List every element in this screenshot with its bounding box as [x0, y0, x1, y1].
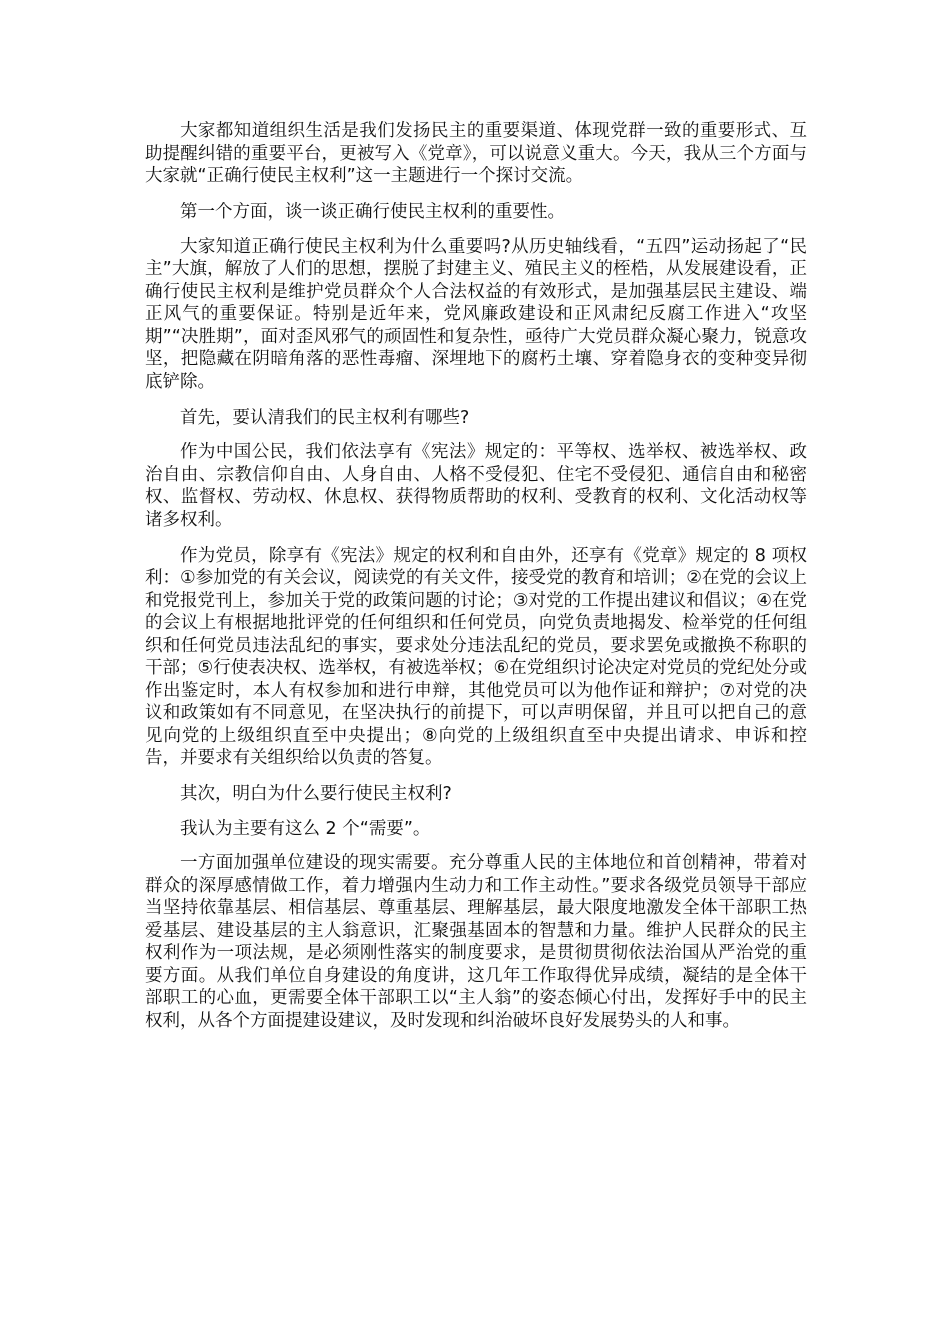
paragraph-second-heading: 其次，明白为什么要行使民主权利?: [180, 784, 452, 804]
paragraph-unit-construction: 一方面加强单位建设的现实需要。充分尊重人民的主体地位和首创精神，带着对群众的深厚感情做工作，着力增强内生动力和工作主动性。”要求各级党员领导干部应当坚持依靠基层、相信基层、尊重基层、理解基层，最大限度地激发全体干部职工热爱基层、建设基层的主人翁意识，汇聚强基固本的智慧和力量。维护人民群众的民主权利作为一项法规，是必须刚性落实的制度要求，是贯彻贯彻依法治国从严治党的重要方面。从我们单位自身建设的角度讲，这几年工作取得优异成绩，凝结的是全体干部职工的心血，更需要全体干部职工以“主人翁”的姿态倾心付出，发挥好手中的民主权利，从各个方面提建设建议，及时发现和纠治破坏良好发展势头的人和事。: [145, 853, 807, 1031]
paragraph-section-one-heading: 第一个方面，谈一谈正确行使民主权利的重要性。: [180, 202, 565, 222]
paragraph-two-needs: 我认为主要有这么 2 个“需要”。: [180, 818, 431, 839]
paragraph-citizen-rights: 作为中国公民，我们依法享有《宪法》规定的：平等权、选举权、被选举权、政治自由、宗教信仰自由、人身自由、人格不受侵犯、住宅不受侵犯、通信自由和秘密权、监督权、劳动权、休息权、获得物质帮助的权利、受教育的权利、文化活动权等诸多权利。: [145, 442, 807, 530]
paragraph-importance: 大家知道正确行使民主权利为什么重要吗?从历史轴线看，“五四”运动扬起了“民主”大旗，解放了人们的思想，摆脱了封建主义、殖民主义的桎梏，从发展建设看，正确行使民主权利是维护党员群众个人合法权益的有效形式，是加强基层民主建设、端正风气的重要保证。特别是近年来，党风廉政建设和正风肃纪反腐工作进入“攻坚期”“决胜期”，面对歪风邪气的顽固性和复杂性，亟待广大党员群众凝心聚力，锐意攻坚，把隐藏在阴暗角落的恶性毒瘤、深埋地下的腐朽土壤、穿着隐身衣的变种变异彻底铲除。: [145, 236, 807, 392]
paragraph-first-heading: 首先，要认清我们的民主权利有哪些?: [180, 407, 470, 428]
paragraph-party-member-rights: 作为党员，除享有《宪法》规定的权利和自由外，还享有《党章》规定的 8 项权利：①参加党的有关会议，阅读党的有关文件，接受党的教育和培训；②在党的会议上和党报党刊上，参加关于党的政策问题的讨论；③对党的工作提出建议和倡议；④在党的会议上有根据地批评党的任何组织和任何党员，向党负责地揭发、检举党的任何组织和任何党员违法乱纪的事实，要求处分违法乱纪的党员，要求罢免或撤换不称职的干部；⑤行使表决权、选举权，有被选举权；⑥在党组织讨论决定对党员的党纪处分或作出鉴定时，本人有权参加和进行申辩，其他党员可以为他作证和辩护；⑦对党的决议和政策如有不同意见，在坚决执行的前提下，可以声明保留，并且可以把自己的意见向党的上级组织直至中央提出；⑧向党的上级组织直至中央提出请求、申诉和控告，并要求有关组织给以负责的答复。: [145, 545, 807, 768]
paragraph-intro: 大家都知道组织生活是我们发扬民主的重要渠道、体现党群一致的重要形式、互助提醒纠错的重要平台，更被写入《党章》，可以说意义重大。今天，我从三个方面与大家就“正确行使民主权利”这一主题进行一个探讨交流。: [145, 121, 807, 186]
document-page: [145, 120, 807, 1046]
